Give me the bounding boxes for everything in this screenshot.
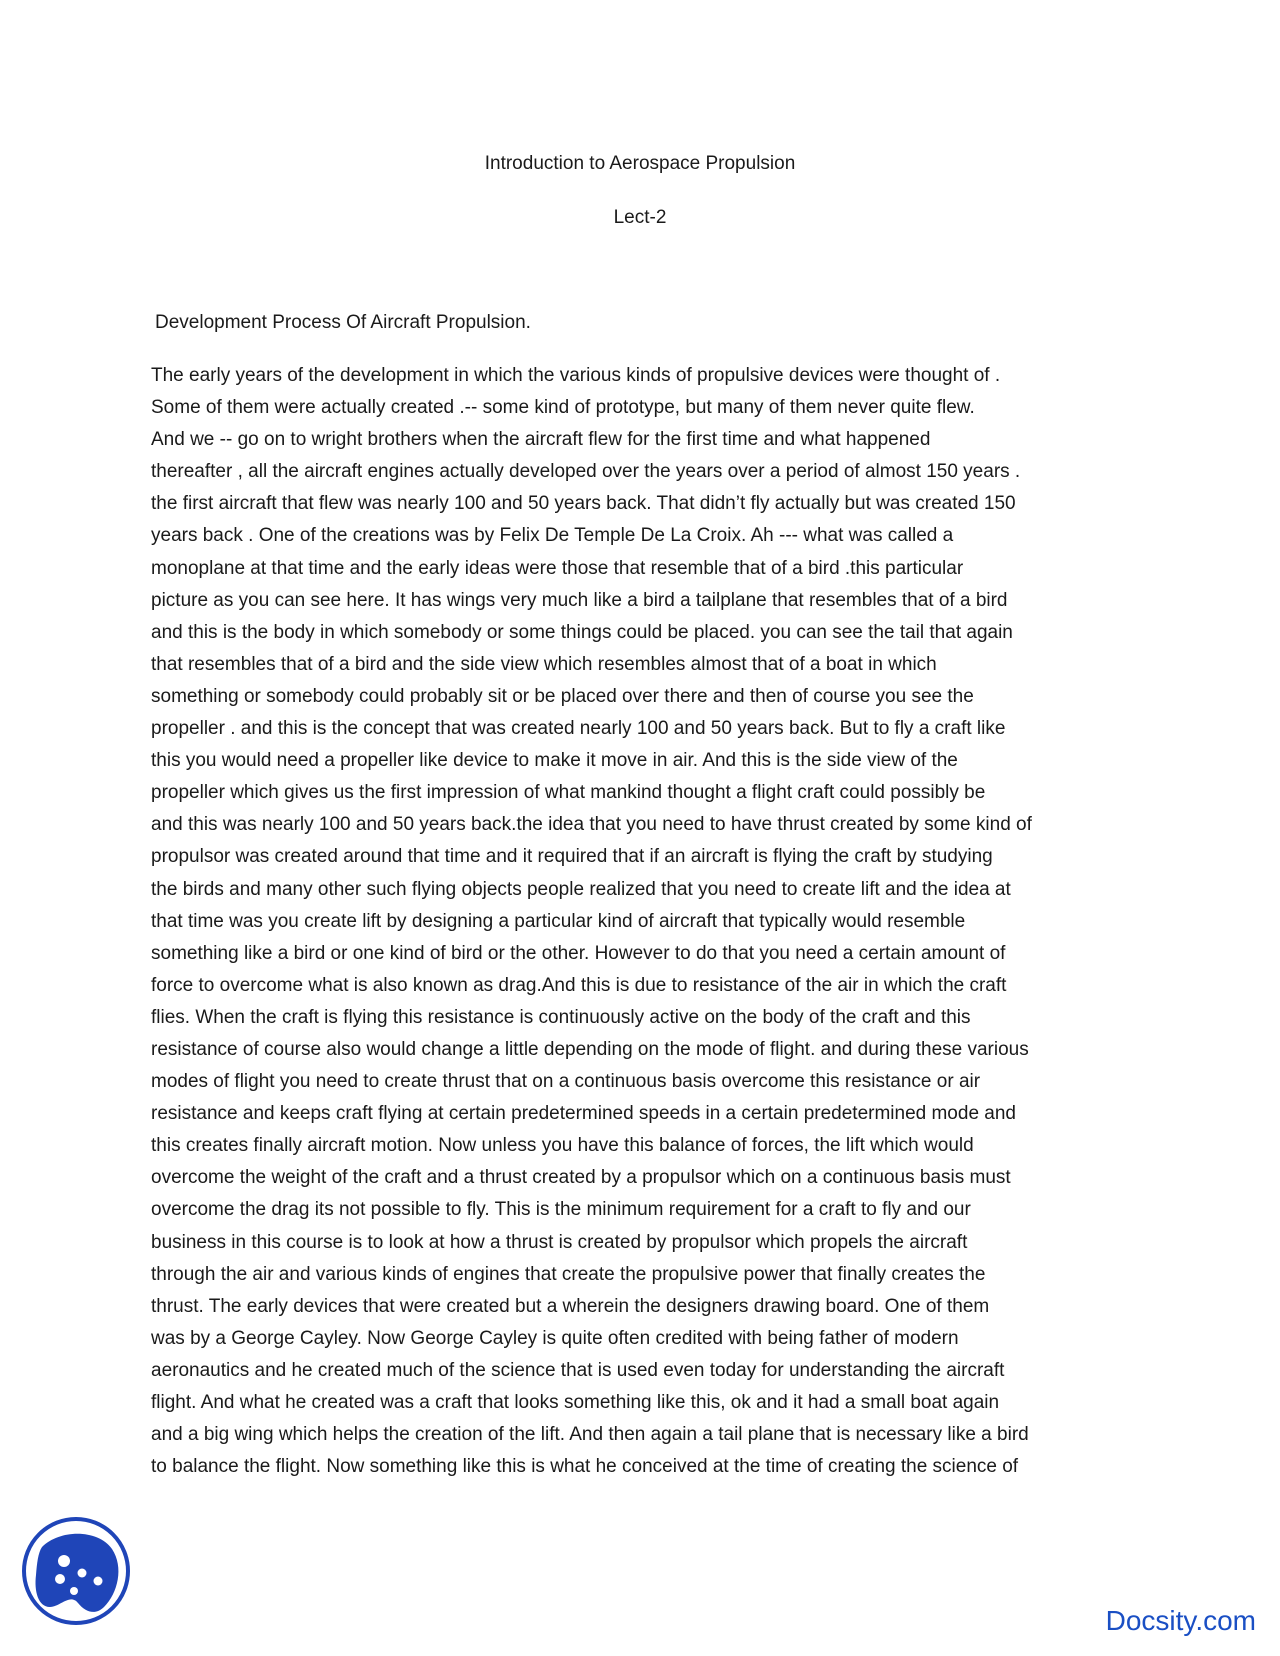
body-line: the first aircraft that flew was nearly 100 and 50 years back. That didn’t fly actually but was created 150 — [151, 493, 1016, 515]
body-line: And we -- go on to wright brothers when the aircraft flew for the first time and what happened — [151, 429, 931, 451]
body-line: the birds and many other such flying objects people realized that you need to create lift and the idea at — [151, 878, 1011, 900]
body-line: something like a bird or one kind of bird or the other. However to do that you need a certain amount of — [151, 942, 1006, 964]
body-line: modes of flight you need to create thrust that on a continuous basis overcome this resistance or air — [151, 1071, 981, 1093]
body-line: resistance of course also would change a little depending on the mode of flight. and during these various — [151, 1038, 1029, 1060]
docsity-logo-icon[interactable] — [20, 1515, 132, 1627]
body-line: was by a George Cayley. Now George Cayley is quite often credited with being father of modern — [151, 1327, 959, 1349]
body-line: The early years of the development in which the various kinds of propulsive devices were thought of . — [151, 365, 1001, 386]
body-line: something or somebody could probably sit or be placed over there and then of course you see the — [151, 685, 974, 707]
section-heading: Development Process Of Aircraft Propulsion. — [155, 312, 531, 333]
body-line: and this was nearly 100 and 50 years back.the idea that you need to have thrust created by some kind of — [151, 814, 1032, 836]
body-line: propulsor was created around that time and it required that if an aircraft is flying the craft by studying — [151, 846, 993, 868]
body-line: and this is the body in which somebody or some things could be placed. you can see the tail that again — [151, 621, 1013, 643]
body-line: resistance and keeps craft flying at certain predetermined speeds in a certain predetermined mode and — [151, 1103, 1016, 1125]
body-line: flies. When the craft is flying this resistance is continuously active on the body of the craft and this — [151, 1006, 971, 1028]
body-line: years back . One of the creations was by Felix De Temple De La Croix. Ah --- what was called a — [151, 525, 954, 547]
body-paragraph — [151, 360, 1141, 1483]
body-line: propeller which gives us the first impression of what mankind thought a flight craft could possibly be — [151, 782, 986, 804]
body-line: thereafter , all the aircraft engines actually developed over the years over a period of almost 150 years . — [151, 461, 1021, 483]
body-line: force to overcome what is also known as drag.And this is due to resistance of the air in which the craft — [151, 974, 1007, 996]
body-line: that resembles that of a bird and the side view which resembles almost that of a boat in which — [151, 653, 937, 675]
body-line: through the air and various kinds of engines that create the propulsive power that finally creates the — [151, 1263, 986, 1285]
docsity-logo-graphic — [20, 1515, 132, 1627]
body-line: this you would need a propeller like device to make it move in air. And this is the side view of the — [151, 750, 958, 772]
lecture-number: Lect-2 — [613, 207, 667, 228]
body-line: that time was you create lift by designing a particular kind of aircraft that typically would resemble — [151, 910, 966, 932]
body-line: flight. And what he created was a craft that looks something like this, ok and it had a small boat again — [151, 1392, 1000, 1413]
body-line: to balance the flight. Now something like this is what he conceived at the time of creating the science of — [151, 1456, 1019, 1478]
body-line: monoplane at that time and the early ideas were those that resemble that of a bird .this particular — [151, 557, 964, 579]
body-line: overcome the drag its not possible to fly. This is the minimum requirement for a craft to fly and our — [151, 1199, 971, 1221]
docsity-brand-link[interactable]: Docsity.com — [1105, 1605, 1256, 1636]
body-line: this creates finally aircraft motion. Now unless you have this balance of forces, the lift which would — [151, 1135, 974, 1157]
body-line: overcome the weight of the craft and a thrust created by a propulsor which on a continuous basis must — [151, 1167, 1011, 1189]
body-line: Some of them were actually created .-- some kind of prototype, but many of them never quite flew. — [151, 397, 975, 419]
body-line: and a big wing which helps the creation of the lift. And then again a tail plane that is necessary like a bird — [151, 1424, 1029, 1446]
document-title: Introduction to Aerospace Propulsion — [484, 153, 796, 174]
body-line: business in this course is to look at how a thrust is created by propulsor which propels the aircraft — [151, 1231, 968, 1253]
body-line: aeronautics and he created much of the science that is used even today for understanding the aircraft — [151, 1359, 1005, 1381]
body-line: propeller . and this is the concept that was created nearly 100 and 50 years back. But to fly a craft like — [151, 718, 1006, 740]
body-line: thrust. The early devices that were created but a wherein the designers drawing board. One of them — [151, 1295, 990, 1317]
body-line: picture as you can see here. It has wings very much like a bird a tailplane that resembles that of a bird — [151, 589, 1008, 611]
